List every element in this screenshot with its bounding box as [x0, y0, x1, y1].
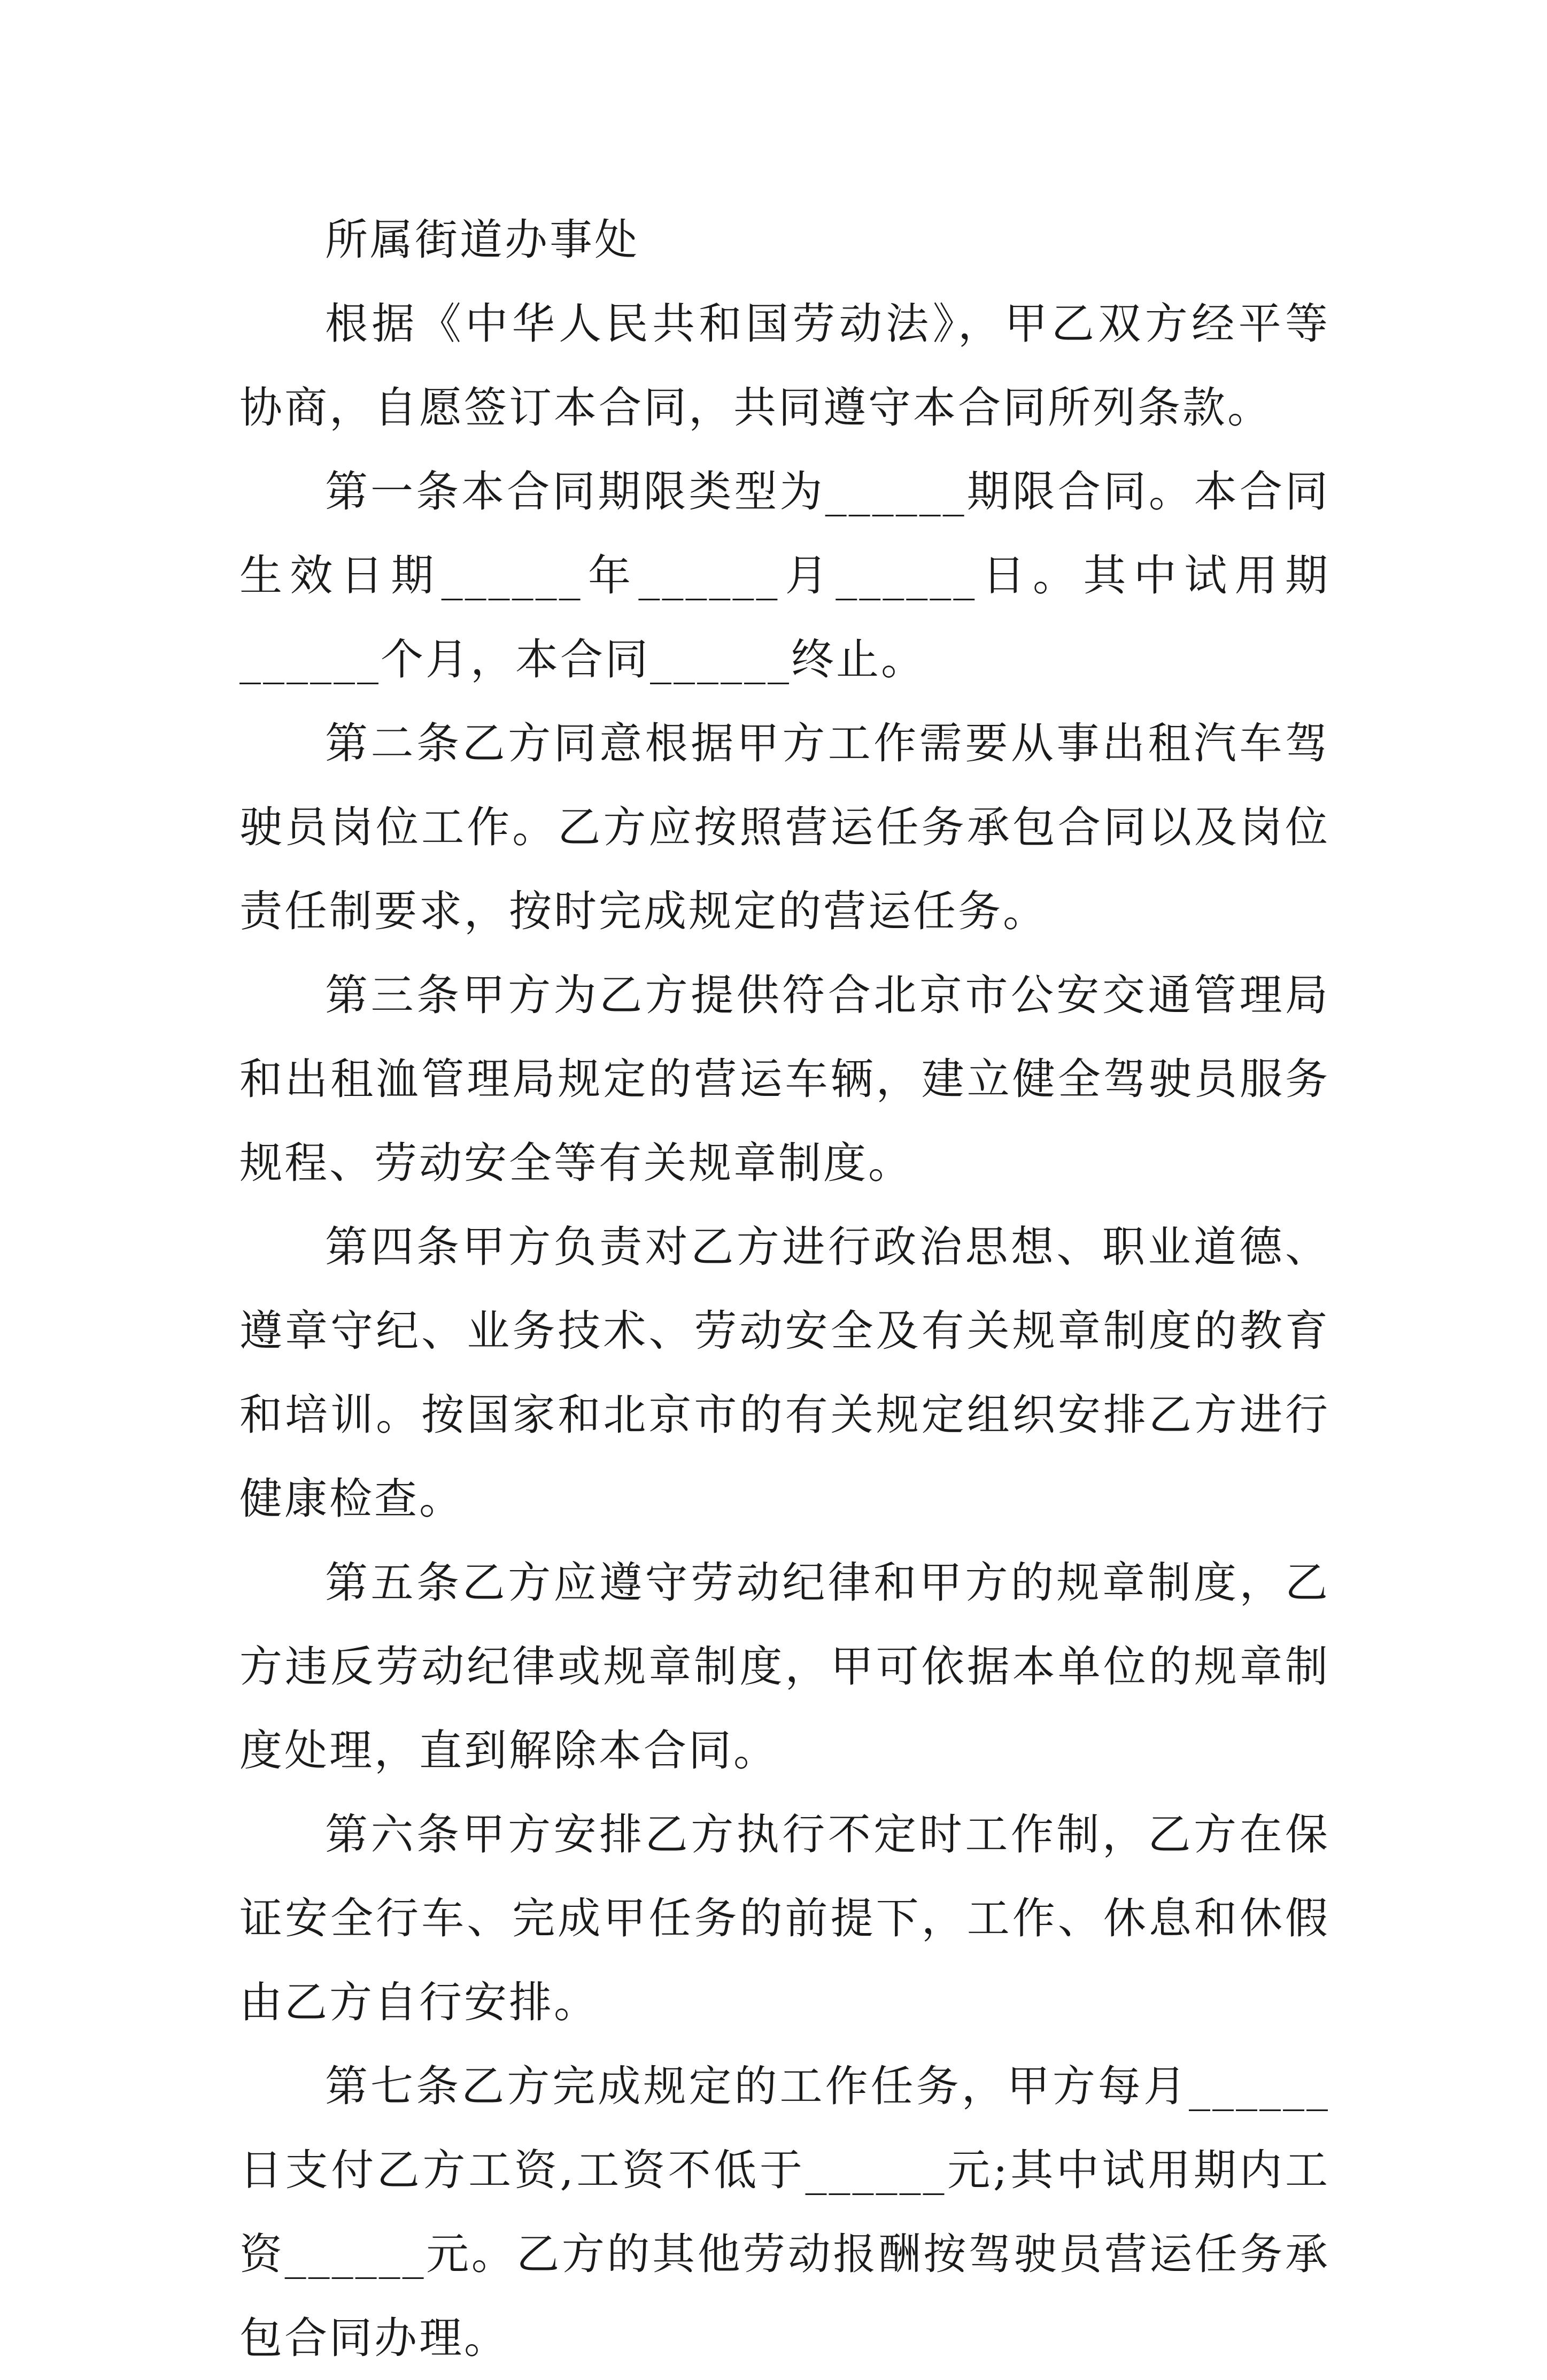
paragraph-article-4: 第四条甲方负责对乙方进行政治思想、职业道德、遵章守纪、业务技术、劳动安全及有关规章制度的教育和培训。按国家和北京市的有关规定组织安排乙方进行健康检查。	[239, 1222, 1330, 1524]
paragraph-street-office: 所属街道办事处	[325, 215, 639, 265]
document-body	[239, 198, 1330, 2380]
paragraph-article-5: 第五条乙方应遵守劳动纪律和甲方的规章制度，乙方违反劳动纪律或规章制度，甲可依据本单位的规章制度处理，直到解除本合同。	[239, 1558, 1330, 1775]
paragraph-article-6: 第六条甲方安排乙方执行不定时工作制，乙方在保证安全行车、完成甲任务的前提下，工作、休息和休假由乙方自行安排。	[239, 1810, 1330, 2027]
paragraph-preamble: 根据《中华人民共和国劳动法》，甲乙双方经平等协商，自愿签订本合同，共同遵守本合同所列条款。	[239, 299, 1330, 432]
paragraph-article-3: 第三条甲方为乙方提供符合北京市公安交通管理局和出租洫管理局规定的营运车辆，建立健全驾驶员服务规程、劳动安全等有关规章制度。	[239, 970, 1330, 1188]
paragraph-article-2: 第二条乙方同意根据甲方工作需要从事出租汽车驾驶员岗位工作。乙方应按照营运任务承包合同以及岗位责任制要求，按时完成规定的营运任务。	[239, 718, 1330, 936]
paragraph-article-1: 第一条本合同期限类型为______期限合同。本合同生效日期______年______月______日。其中试用期______个月，本合同______终止。	[239, 467, 1330, 684]
paragraph-article-7: 第七条乙方完成规定的工作任务，甲方每月______日支付乙方工资,工资不低于______元;其中试用期内工资______元。乙方的其他劳动报酬按驾驶员营运任务承包合同办理。	[239, 2061, 1330, 2363]
